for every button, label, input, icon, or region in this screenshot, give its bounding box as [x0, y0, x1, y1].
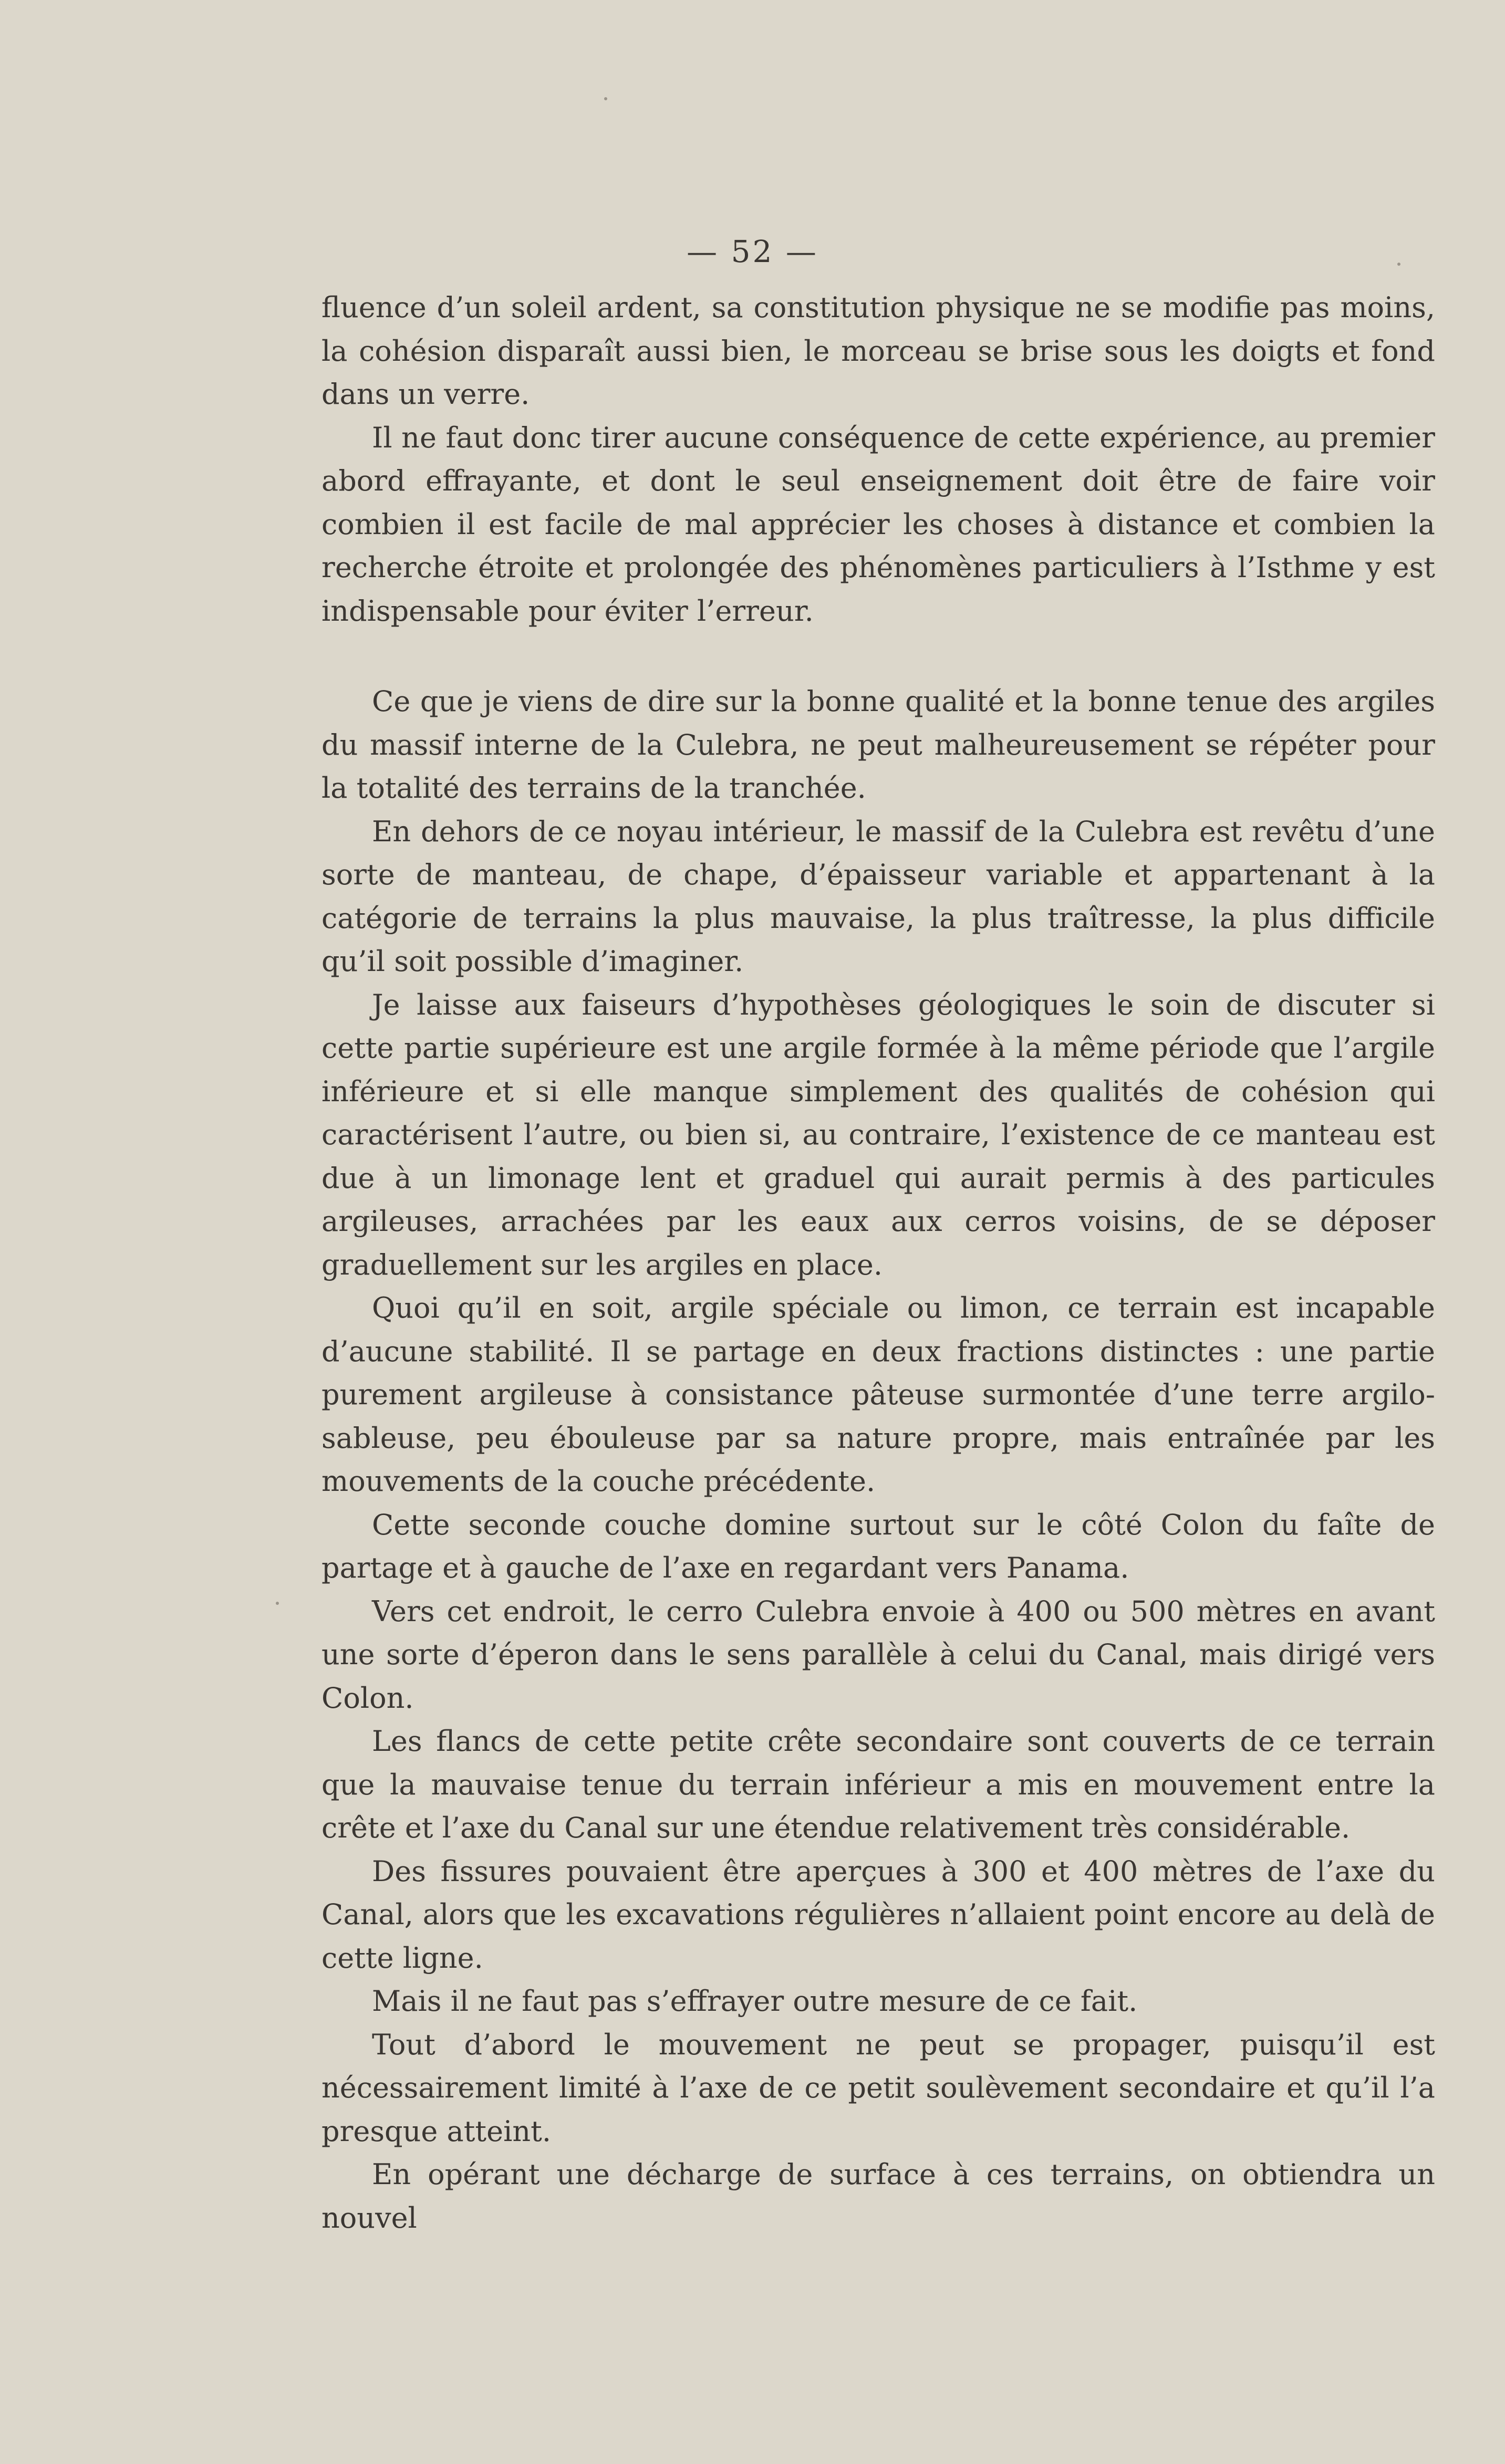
paper-speck [604, 97, 607, 100]
paragraph-6: Quoi qu’il en soit, argile spéciale ou limon, ce terrain est incapable d’aucune stabilité. Il se partage en deux fractions distinctes : une partie purement argileuse à consistance pâteuse surmontée d’une terre argilo-sableuse, peu ébouleuse par sa nature propre, mais entraînée par les mouvements de la couche précédente. [321, 1291, 1435, 1498]
paragraph-12: Tout d’abord le mouvement ne peut se propager, puisqu’il est nécessairement limité à l’axe de ce petit soulèvement secondaire et qu’il l’a presque atteint. [321, 2028, 1435, 2148]
paragraph-10: Des fissures pouvaient être aperçues à 300 et 400 mètres de l’axe du Canal, alors que les excavations régulières n’allaient point encore au delà de cette ligne. [321, 1854, 1435, 1975]
paper-speck [1397, 263, 1400, 266]
paragraph-5: Je laisse aux faiseurs d’hypothèses géologiques le soin de discuter si cette partie supérieure est une argile formée à la même période que l’argile inférieure et si elle manque simplement des qualités de cohésion qui caractérisent l’autre, ou bien si, au contraire, l’existence de ce manteau est due à un limonage lent et graduel qui aurait permis à des particules argileuses, arrachées par les eaux aux cerros voisins, de se déposer graduellement sur les argiles en place. [321, 988, 1435, 1281]
paper-speck [276, 1602, 279, 1605]
paragraph-1: fluence d’un soleil ardent, sa constitution physique ne se modifie pas moins, la cohésion disparaît aussi bien, le morceau se brise sous les doigts et fond dans un verre. [321, 291, 1435, 411]
paragraph-2: Il ne faut donc tirer aucune conséquence de cette expérience, au premier abord effrayante, et dont le seul enseignement doit être de faire voir combien il est facile de mal apprécier les choses à distance et combien la recherche étroite et prolongée des phénomènes particuliers à l’Isthme y est indispensable pour éviter l’erreur. [321, 421, 1435, 628]
body-text [321, 286, 1435, 2240]
paragraph-8: Vers cet endroit, le cerro Culebra envoie à 400 ou 500 mètres en avant une sorte d’éperon dans le sens parallèle à celui du Canal, mais dirigé vers Colon. [321, 1594, 1435, 1715]
paragraph-11: Mais il ne faut pas s’effrayer outre mesure de ce fait. [372, 1985, 1138, 2018]
page-number: — 52 — [687, 234, 818, 269]
paragraph-3: Ce que je viens de dire sur la bonne qualité et la bonne tenue des argiles du massif interne de la Culebra, ne peut malheureusement se répéter pour la totalité des terrains de la tranchée. [321, 685, 1435, 805]
paragraph-4: En dehors de ce noyau intérieur, le massif de la Culebra est revêtu d’une sorte de manteau, de chape, d’épaisseur variable et appartenant à la catégorie de terrains la plus mauvaise, la plus traîtresse, la plus difficile qu’il soit possible d’imaginer. [321, 815, 1435, 978]
paragraph-13: En opérant une décharge de surface à ces terrains, on obtiendra un nouvel [321, 2158, 1435, 2235]
paragraph-9: Les flancs de cette petite crête secondaire sont couverts de ce terrain que la mauvaise tenue du terrain inférieur a mis en mouvement entre la crête et l’axe du Canal sur une étendue relativement très considérable. [321, 1725, 1435, 1844]
paragraph-7: Cette seconde couche domine surtout sur le côté Colon du faîte de partage et à gauche de l’axe en regardant vers Panama. [321, 1508, 1435, 1584]
